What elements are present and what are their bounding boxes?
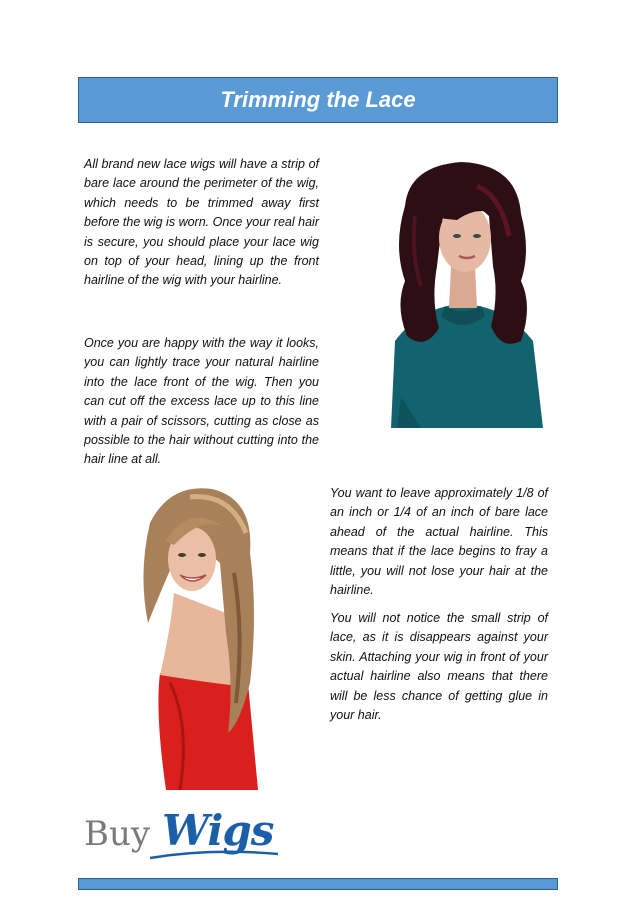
buywigs-logo — [84, 808, 289, 868]
footer-bar — [78, 878, 558, 890]
photo-woman-blonde-wig-red-dress — [130, 483, 260, 790]
page-title: Trimming the Lace — [220, 87, 416, 112]
paragraph-1: All brand new lace wigs will have a strip of bare lace around the perimeter of the wig, which needs to be trimmed away first before the wig is worn. Once your real hair is secure, you should place your lace wig on top of your head, lining up the front hairline of the wig with your hairline. — [84, 157, 319, 288]
logo-text-buy: Buy — [84, 814, 151, 854]
photo-woman-dark-curly-wig — [381, 156, 545, 428]
logo-swoosh-icon — [150, 848, 280, 860]
logo-text-wigs: Wigs — [162, 806, 274, 855]
title-banner — [78, 77, 558, 123]
paragraph-2: Once you are happy with the way it looks, you can lightly trace your natural hairline into the lace front of the wig. Then you can cut off the excess lace up to this line with a pair of scissors, cutting as close as possible to the hair without cutting into the hair line at all. — [84, 336, 319, 466]
paragraph-4: You will not notice the small strip of lace, as it is disappears against your skin. Attaching your wig in front of your actual hairline also means that there will be less chance of getting glue in your hair. — [330, 611, 548, 723]
paragraph-3: You want to leave approximately 1/8 of an inch or 1/4 of an inch of bare lace ahead of the actual hairline. This means that if the lace begins to fray a little, you will not lose your hair at the hairline. — [330, 486, 548, 598]
